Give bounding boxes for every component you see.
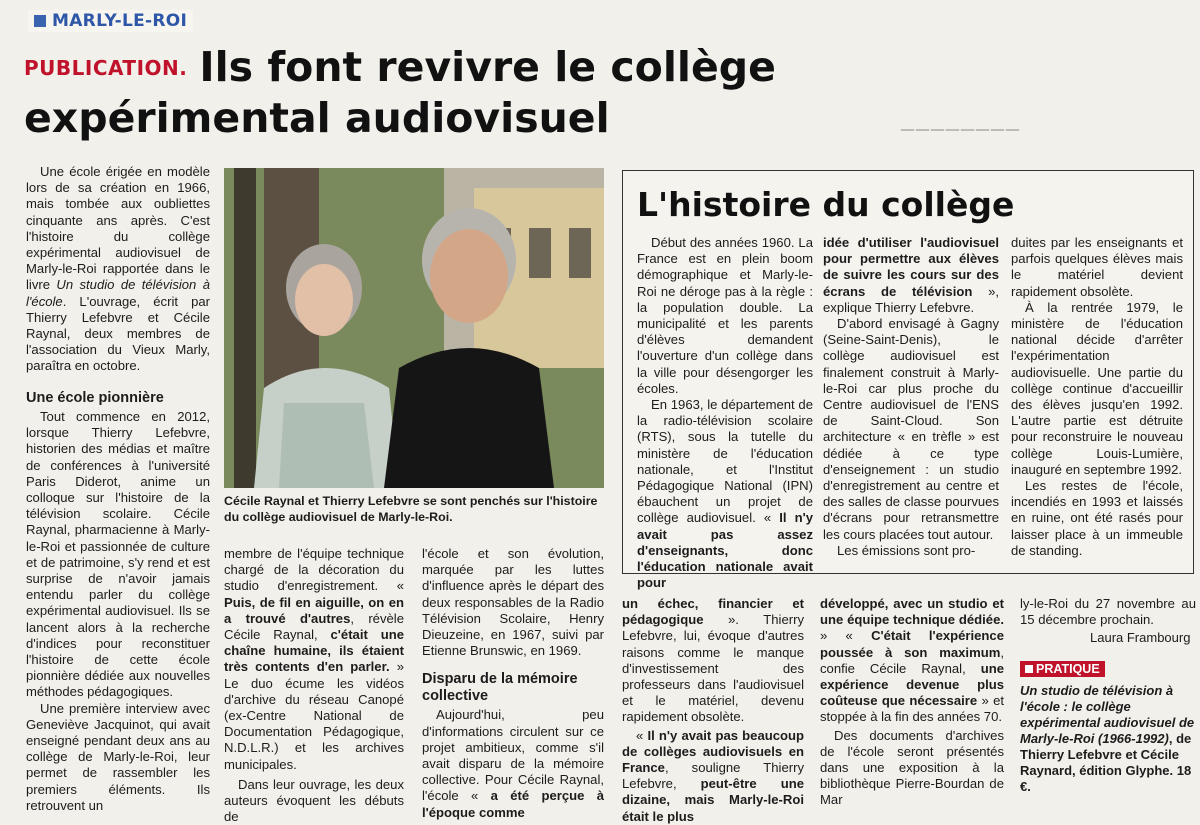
sidebar-column-1 <box>637 235 813 591</box>
sidebar-c2-paragraph-1: idée d'utiliser l'audiovisuel pour permettre aux élèves de suivre les cours sur des écrans de télévision », explique Thierry Lefebvre. <box>823 235 999 315</box>
section-label: MARLY-LE-ROI <box>52 11 188 31</box>
col2-paragraph-2: Dans leur ouvrage, les deux auteurs évoquent les débuts de <box>224 776 404 825</box>
headline-line-2: expérimental audiovisuel <box>24 94 610 142</box>
section-square-icon <box>34 15 46 27</box>
authors-photo <box>224 168 604 488</box>
sidebar-c3-paragraph-2: À la rentrée 1979, le ministère de l'éducation national décide d'arrêter l'expérimentation audiovisuelle. Une partie du collège continue d'accueillir des élèves jusqu'en 1992. L'autre partie est détruite pour reconstruire le nouveau collège Louis-Lumière, inauguré en septembre 1992. <box>1011 299 1183 477</box>
section-kicker <box>28 10 193 32</box>
article-headline <box>24 42 884 143</box>
col5-paragraph-2: Des documents d'archives de l'école seront présentés dans une exposition à la bibliothèque Pierre-Bourdan de Mar <box>820 727 1004 808</box>
pratique-square-icon <box>1025 665 1033 673</box>
headline-rubric: PUBLICATION. <box>24 56 188 80</box>
sidebar-c1-paragraph-2: En 1963, le département de la radio-télévision scolaire (RTS), sous la tutelle du ministère de l'éducation nationale, et l'Institut Pédagogique National (IPN) ébauchent un projet de collège audiovisuel. « Il n'y avait pas assez d'enseignants, donc l'éducation nationale avait pour <box>637 397 814 591</box>
pratique-info: Un studio de télévision à l'école : le collège expérimental audiovisuel de Marly-le-Roi (1966-1992), de Thierry Lefebvre et Cécile Raynard, édition Glyphe. 18 €. <box>1020 683 1195 794</box>
photo-illustration <box>224 168 604 488</box>
col4-paragraph-2: « Il n'y avait pas beaucoup de collèges audiovisuels en France, souligne Thierry Lefebvre, peut-être une dizaine, mais Marly-le-Roi était le plus <box>622 727 805 824</box>
subhead-memoire: Disparu de la mémoire collective <box>422 671 578 705</box>
body-column-4 <box>622 596 804 825</box>
sidebar-column-3 <box>1011 235 1183 559</box>
intro-paragraph: Une école érigée en modèle lors de sa création en 1966, mais tombée aux oubliettes cinquante ans après. C'est l'histoire du collège expérimental audiovisuel de Marly-le-Roi rapportée dans le livre Un studio de télévision à l'école. L'ouvrage, écrit par Thierry Lefebvre et Cécile Raynal, deux membres de l'association du Vieux Marly, paraîtra en octobre. <box>26 164 210 374</box>
pratique-badge: PRATIQUE <box>1020 661 1105 677</box>
col5-paragraph-1: développé, avec un studio et une équipe technique dédiée. » « C'était l'expérience poussée à son maximum, confie Cécile Raynal, une expérience devenue plus coûteuse que nécessaire » et stoppée à la fin des années 70. <box>820 596 1005 725</box>
col1-paragraph-2: Une première interview avec Geneviève Jacquinot, qui avait enseigné pendant deux ans au collège de Marly-le-Roi, leur permet de rassembler les premiers éléments. Ils retrouvent un <box>26 700 210 813</box>
body-column-3 <box>422 546 604 821</box>
body-column-1 <box>26 386 210 814</box>
body-column-5 <box>820 596 1004 809</box>
sidebar-c1-paragraph-1: Début des années 1960. La France est en plein boom démographique et Marly-le-Roi ne déroge pas à la règle : la population double. La municipalité et les parents d'élèves demandent l'ouverture d'un collège dans la ville pour désengorger les écoles. <box>637 235 813 396</box>
col2-paragraph-1: membre de l'équipe technique chargé de la décoration du studio d'enregistrement. « Puis, de fil en aiguille, on en a trouvé d'autres, révèle Cécile Raynal, c'était une chaîne humaine, ils étaient très contents d'en parler. » Le duo écume les vidéos d'archive du réseau Canopé (ex-Centre National de Documentation Pédagogique, N.D.L.R.) et les archives municipales. <box>224 546 404 772</box>
sidebar-title: L'histoire du collège <box>637 185 1015 224</box>
history-sidebar-box <box>622 170 1194 591</box>
author-signature: Laura Frambourg <box>1090 630 1191 645</box>
headline-line-1: Ils font revivre le collège <box>199 43 776 91</box>
col1-paragraph-1: Tout commence en 2012, lorsque Thierry Lefebvre, historien des médias et maître de conférences à l'université Paris Diderot, anime un colloque sur l'histoire de la télévision scolaire. Cécile Raynal, pharmacienne à Marly-le-Roi et passionnée de culture et de patrimoine, s'y rend et est surprise de n'avoir jamais entendu parler du collège expérimental audiovisuel. Ils se lancent alors à la recherche d'indices pour reconstituer l'histoire de cette école pionnière dédiée aux nouvelles méthodes pédagogiques. <box>26 409 210 700</box>
body-column-6 <box>1020 596 1196 628</box>
sidebar-column-2 <box>823 235 999 559</box>
col3-paragraph-2: Aujourd'hui, peu d'informations circulent sur ce projet ambitieux, comme s'il avait disparu de la mémoire collective. Pour Cécile Raynal, l'école « a été perçue à l'époque comme <box>422 707 604 820</box>
body-column-2 <box>224 546 404 825</box>
subhead-pionniere: Une école pionnière <box>26 390 164 406</box>
col3-paragraph-1: l'école et son évolution, marquée par les luttes d'influence après le départ des deux responsables de la Radio Télévision Scolaire, Henry Dieuzeine, en 1967, suivi par Etienne Brunswic, en 1969. <box>422 546 604 659</box>
sidebar-c2-paragraph-3: Les émissions sont pro- <box>837 542 976 558</box>
sidebar-c3-paragraph-3: Les restes de l'école, incendiés en 1993 et laissés en ruine, ont été rasés pour laisser place à un immeuble de standing. <box>1011 478 1183 558</box>
ghost-bleed-top-right: ———————— <box>900 120 1020 138</box>
col6-paragraph-1: ly-le-Roi du 27 novembre au 15 décembre prochain. <box>1020 596 1196 628</box>
intro-column <box>26 164 210 375</box>
photo-caption: Cécile Raynal et Thierry Lefebvre se sont penchés sur l'histoire du collège audiovisuel de Marly-le-Roi. <box>224 494 598 524</box>
sidebar-c2-paragraph-2: D'abord envisagé à Gagny (Seine-Saint-Denis), le collège audiovisuel est finalement construit à Marly-le-Roi car plus proche du Centre audiovisuel de l'ENS de Saint-Cloud. Son architecture « en trèfle » est dédiée à ce type d'enseignement : un studio d'enregistrement au centre et des salles de classe pourvues d'écrans pour retransmettre les cours placées tout autour. <box>823 316 999 542</box>
sidebar-c3-paragraph-1: duites par les enseignants et parfois quelques élèves mais le matériel devient rapidement obsolète. <box>1011 235 1183 299</box>
col4-paragraph-1: un échec, financier et pédagogique ». Thierry Lefebvre, lui, évoque d'autres raisons comme le manque d'investissement des professeurs dans l'audiovisuel et le matériel, devenu rapidement obsolète. <box>622 596 804 725</box>
